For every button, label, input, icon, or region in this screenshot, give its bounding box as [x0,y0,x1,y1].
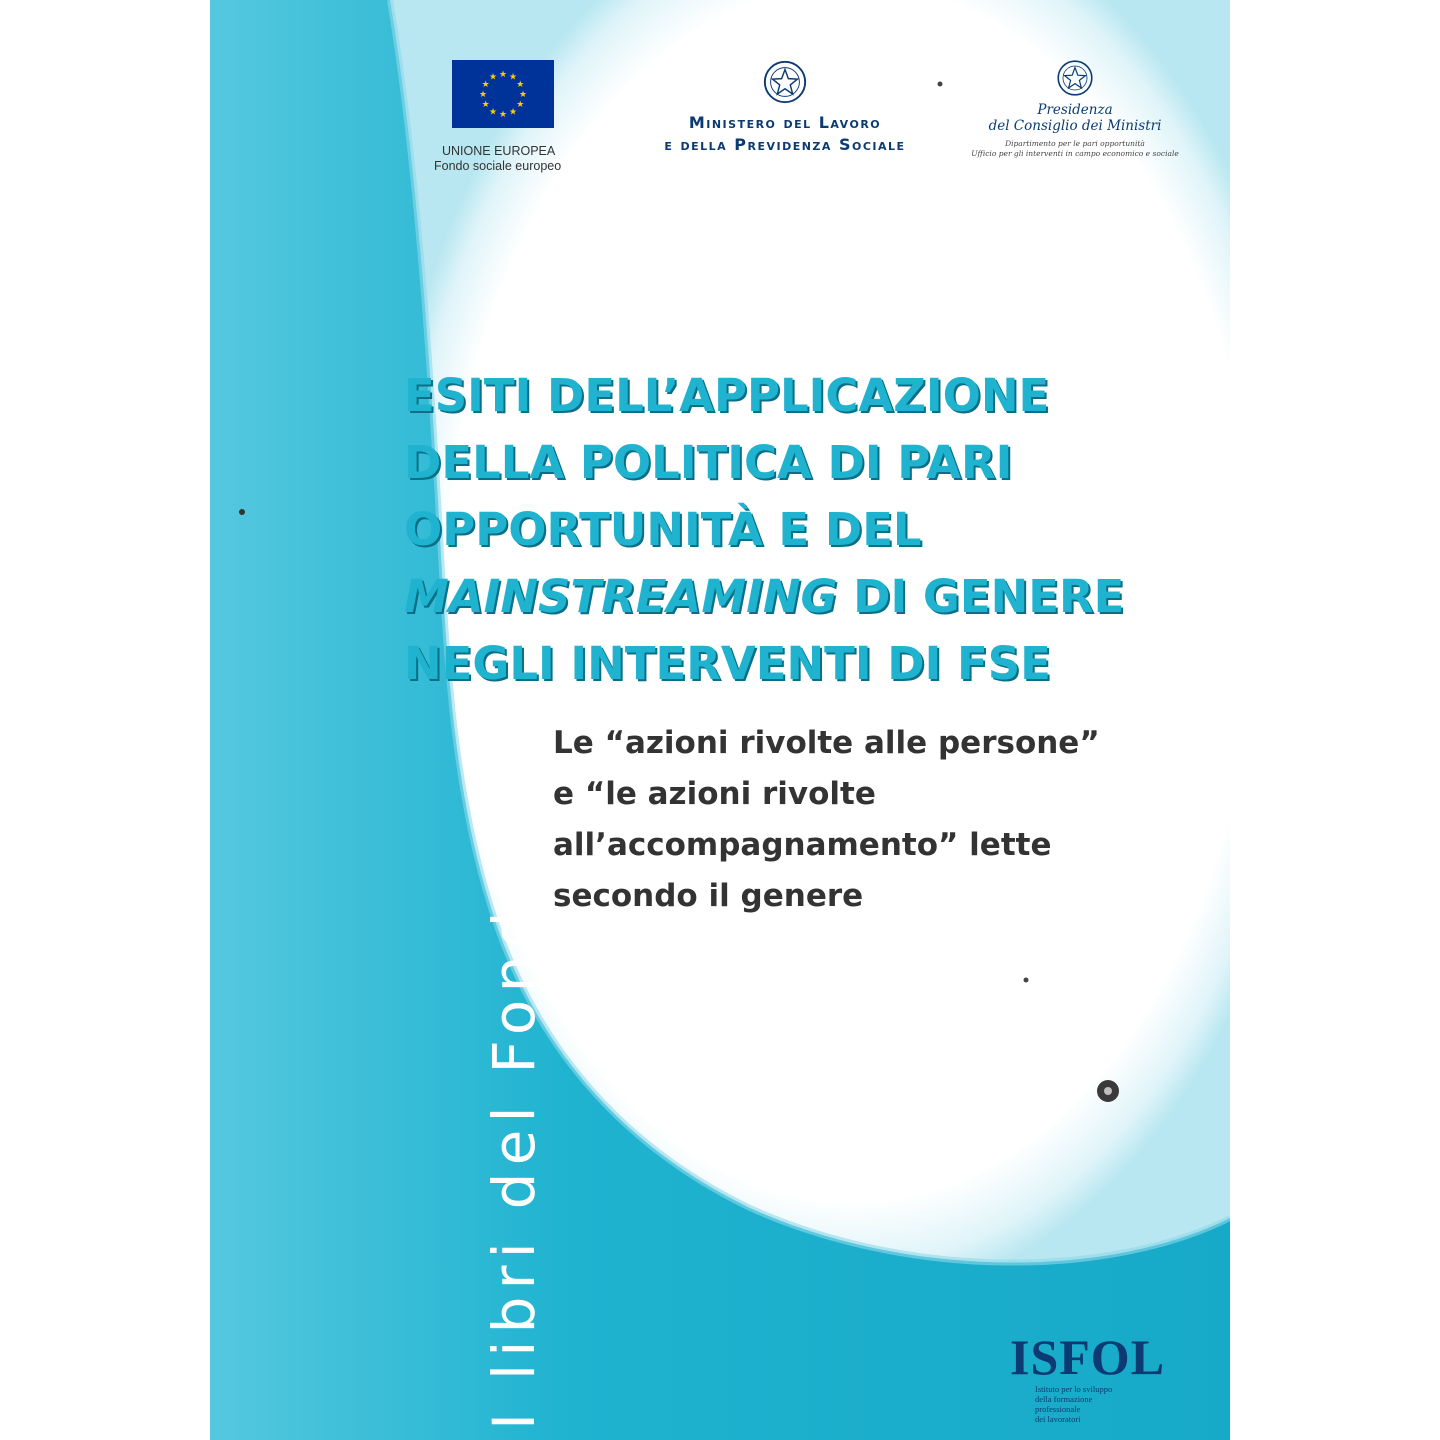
svg-text:★: ★ [498,110,508,120]
eu-logo [420,60,590,174]
book-title [404,362,1224,697]
publisher-desc-line: professionale [1035,1404,1081,1414]
eu-label: UNIONE EUROPEA [442,144,556,158]
title-line-rest: DI GENERE [837,570,1125,623]
italian-emblem-icon [761,58,809,106]
eu-flag-icon [452,60,554,128]
ministry-name-line2: e della Previdenza Sociale [664,135,906,154]
ministry-name-line1: Ministero del Lavoro [688,113,882,132]
presidenza-logo [955,58,1195,159]
svg-text:★: ★ [508,107,518,118]
svg-text:★: ★ [498,70,508,80]
series-title: I libri del Fondo sociale europeo [480,270,548,1430]
spot-mark [1104,1087,1112,1095]
title-line: OPPORTUNITÀ E DEL [404,503,922,556]
italian-emblem-icon [1055,58,1095,98]
presidenza-office: Ufficio per gli interventi in campo economico e sociale [971,149,1179,158]
svg-text:★: ★ [488,107,498,118]
presidenza-department: Dipartimento per le pari opportunità [1005,139,1145,148]
presidenza-line2: del Consiglio dei Ministri [988,118,1162,134]
publisher-desc-line: Istituto per lo sviluppo [1035,1384,1113,1394]
svg-text:★: ★ [488,72,498,83]
spot-mark [938,82,943,87]
svg-text:★: ★ [518,90,528,100]
svg-text:★: ★ [516,80,525,90]
isfol-logo [1010,1329,1190,1424]
title-line: DELLA POLITICA DI PARI [404,436,1013,489]
publisher-description [1035,1384,1190,1424]
spot-mark [1024,978,1029,983]
subtitle-line: secondo il genere [553,878,864,914]
title-line [404,563,1224,630]
subtitle-line: e “le azioni rivolte [553,776,876,812]
publisher-name: ISFOL [1010,1329,1166,1385]
title-line: NEGLI INTERVENTI DI FSE [404,637,1051,690]
eu-fund-label: Fondo sociale europeo [434,159,562,173]
svg-text:★: ★ [508,72,518,83]
subtitle-line: all’accompagnamento” lette [553,827,1052,863]
title-italic-word: MAINSTREAMING [404,570,838,623]
book-subtitle [553,718,1193,922]
publisher-desc-line: della formazione [1035,1394,1093,1404]
svg-text:★: ★ [481,80,490,90]
svg-text:★: ★ [516,100,525,110]
spot-mark [239,509,245,515]
subtitle-line: Le “azioni rivolte alle persone” [553,725,1100,761]
presidenza-line1: Presidenza [1037,102,1113,118]
svg-text:★: ★ [481,100,490,110]
ministry-logo [640,58,930,156]
svg-text:★: ★ [478,90,488,100]
publisher-desc-line: dei lavoratori [1035,1414,1081,1424]
title-line: ESITI DELL’APPLICAZIONE [404,369,1050,422]
